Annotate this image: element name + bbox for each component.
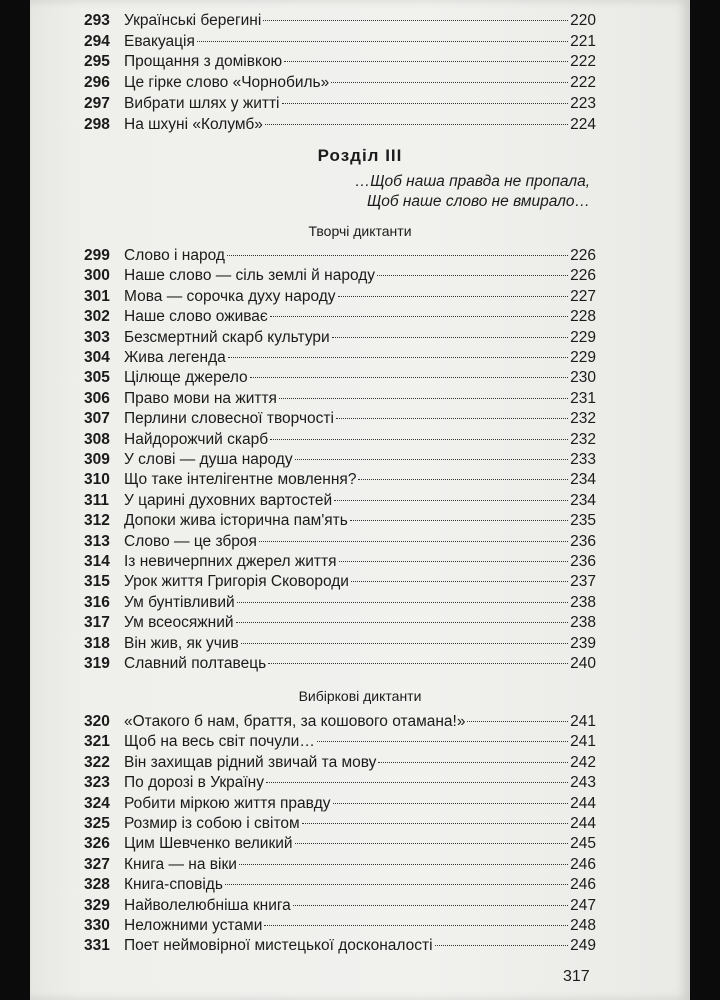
entry-number: 320 bbox=[84, 713, 110, 730]
entry-title: «Отакого б нам, браття, за кошового отамана!» bbox=[124, 713, 466, 730]
toc-entry bbox=[84, 571, 596, 593]
entry-number: 314 bbox=[84, 553, 110, 570]
entry-title: Мова — сорочка духу народу bbox=[124, 287, 336, 305]
toc-entry bbox=[84, 327, 596, 349]
entry-title: Слово і народ bbox=[124, 247, 225, 264]
entry-number: 330 bbox=[84, 917, 110, 934]
dot-leader bbox=[241, 643, 568, 644]
dot-leader bbox=[295, 843, 569, 844]
entry-title: Перлини словесної творчості bbox=[124, 410, 334, 428]
dot-leader bbox=[282, 103, 569, 104]
toc-entry bbox=[84, 531, 596, 553]
dot-leader bbox=[293, 905, 568, 906]
epigraph-line-2: Щоб наше слово не вмирало… bbox=[366, 193, 590, 210]
entry-number: 319 bbox=[84, 655, 110, 672]
toc-entry bbox=[84, 114, 596, 136]
toc-entry bbox=[84, 449, 596, 471]
entry-title: Прощання з домівкою bbox=[124, 53, 283, 71]
dot-leader bbox=[270, 316, 568, 317]
entry-page: 248 bbox=[570, 917, 596, 934]
entry-page: 236 bbox=[570, 532, 596, 550]
entry-title: Книга-сповідь bbox=[124, 876, 223, 894]
entry-title: По дорозі в Україну bbox=[124, 774, 264, 792]
entry-number: 313 bbox=[84, 532, 110, 550]
entry-page: 239 bbox=[570, 634, 596, 652]
entry-title: На шхуні «Колумб» bbox=[124, 115, 263, 133]
dot-leader bbox=[332, 337, 568, 338]
toc-entry bbox=[84, 306, 596, 328]
toc-entry bbox=[84, 935, 596, 957]
dot-leader bbox=[435, 945, 569, 946]
dot-leader bbox=[467, 721, 568, 722]
toc-entry bbox=[84, 854, 596, 876]
entry-page: 236 bbox=[570, 553, 596, 570]
entry-number: 328 bbox=[84, 876, 110, 894]
entry-page: 234 bbox=[570, 471, 596, 489]
toc-entry bbox=[84, 286, 596, 308]
entry-page: 245 bbox=[570, 835, 596, 853]
entry-number: 315 bbox=[84, 573, 110, 591]
toc-entry bbox=[84, 612, 596, 634]
entry-title: Вибрати шлях у житті bbox=[124, 94, 280, 112]
dot-leader bbox=[236, 622, 569, 623]
entry-title: Найволелюбніша книга bbox=[124, 896, 291, 914]
entry-title: Це гірке слово «Чорнобиль» bbox=[124, 74, 330, 92]
entry-title: Українські берегині bbox=[124, 12, 262, 29]
entry-number: 295 bbox=[84, 53, 110, 71]
entry-number: 297 bbox=[84, 94, 110, 112]
dot-leader bbox=[227, 255, 568, 256]
entry-title: Він жив, як учив bbox=[124, 634, 239, 652]
entry-number: 312 bbox=[84, 512, 110, 530]
entry-number: 298 bbox=[84, 115, 110, 133]
toc-entry bbox=[84, 592, 596, 614]
dot-leader bbox=[225, 884, 568, 885]
entry-page: 231 bbox=[570, 389, 596, 407]
entry-number: 308 bbox=[84, 430, 110, 448]
dot-leader bbox=[268, 663, 568, 664]
entry-page: 232 bbox=[570, 410, 596, 428]
toc-entry bbox=[84, 833, 596, 855]
entry-number: 324 bbox=[84, 794, 110, 812]
entry-title: Цілюще джерело bbox=[124, 369, 248, 387]
entry-page: 234 bbox=[570, 491, 596, 509]
dot-leader bbox=[358, 479, 568, 480]
entry-page: 246 bbox=[570, 876, 596, 894]
subsection-title-creative: Творчі диктанти bbox=[308, 223, 412, 239]
toc-entry bbox=[84, 10, 596, 32]
entry-title: Він захищав рідний звичай та мову bbox=[124, 753, 377, 771]
entry-page: 223 bbox=[570, 94, 596, 112]
toc-entry bbox=[84, 245, 596, 267]
entry-page: 229 bbox=[570, 349, 596, 366]
entry-page: 238 bbox=[570, 614, 596, 632]
entry-page: 242 bbox=[570, 753, 596, 771]
entry-number: 316 bbox=[84, 593, 110, 611]
toc-entry bbox=[84, 408, 596, 430]
entry-page: 237 bbox=[570, 573, 596, 591]
dot-leader bbox=[239, 864, 568, 865]
entry-number: 307 bbox=[84, 410, 110, 428]
entry-page: 230 bbox=[570, 369, 596, 387]
entry-page: 224 bbox=[570, 115, 596, 133]
toc-entry bbox=[84, 793, 596, 815]
entry-number: 323 bbox=[84, 774, 110, 792]
entry-title: Ум всеосяжний bbox=[124, 614, 234, 632]
entry-number: 317 bbox=[84, 614, 110, 632]
entry-page: 226 bbox=[570, 247, 596, 264]
entry-number: 294 bbox=[84, 32, 110, 50]
toc-entry bbox=[84, 388, 596, 410]
entry-page: 246 bbox=[570, 855, 596, 873]
entry-number: 301 bbox=[84, 287, 110, 305]
entry-title: Наше слово оживає bbox=[124, 308, 268, 326]
entry-page: 241 bbox=[570, 713, 596, 730]
entry-number: 325 bbox=[84, 815, 110, 832]
toc-entry bbox=[84, 490, 596, 512]
entry-page: 227 bbox=[570, 287, 596, 305]
entry-page: 238 bbox=[570, 593, 596, 611]
entry-title: Безсмертний скарб культури bbox=[124, 328, 330, 346]
entry-page: 226 bbox=[570, 267, 596, 285]
toc-entry bbox=[84, 347, 596, 369]
entry-number: 309 bbox=[84, 451, 110, 468]
entry-title: Поет неймовірної мистецької досконалості bbox=[124, 937, 433, 955]
entry-title: Що таке інтелігентне мовлення? bbox=[124, 471, 357, 489]
entry-page: 244 bbox=[570, 815, 596, 832]
entry-page: 229 bbox=[570, 328, 596, 346]
entry-title: Наше слово — сіль землі й народу bbox=[124, 267, 376, 285]
toc-entry bbox=[84, 731, 596, 753]
entry-title: Право мови на життя bbox=[124, 389, 277, 407]
entry-title: Неложними устами bbox=[124, 917, 263, 934]
entry-title: Цим Шевченко великий bbox=[124, 835, 293, 853]
dot-leader bbox=[378, 762, 568, 763]
toc-entry bbox=[84, 711, 596, 733]
toc-entry bbox=[84, 265, 596, 287]
entry-number: 318 bbox=[84, 634, 110, 652]
entry-title: Урок життя Григорія Сковороди bbox=[124, 573, 349, 591]
entry-page: 232 bbox=[570, 430, 596, 448]
entry-title: Ум бунтівливий bbox=[124, 593, 235, 611]
dot-leader bbox=[259, 541, 568, 542]
dot-leader bbox=[265, 124, 568, 125]
dot-leader bbox=[331, 82, 568, 83]
entry-title: Допоки жива історична пам'ять bbox=[124, 512, 348, 530]
toc-entry bbox=[84, 752, 596, 774]
entry-number: 326 bbox=[84, 835, 110, 853]
toc-entry bbox=[84, 367, 596, 389]
dot-leader bbox=[317, 741, 568, 742]
dot-leader bbox=[333, 803, 569, 804]
entry-title: Із невичерпних джерел життя bbox=[124, 553, 337, 570]
toc-entry bbox=[84, 469, 596, 491]
entry-number: 302 bbox=[84, 308, 110, 326]
entry-title: Книга — на віки bbox=[124, 855, 237, 873]
entry-title: Слово — це зброя bbox=[124, 532, 257, 550]
toc-entry bbox=[84, 51, 596, 73]
dot-leader bbox=[284, 61, 568, 62]
toc-entry bbox=[84, 31, 596, 53]
toc-entry bbox=[84, 772, 596, 794]
dot-leader bbox=[338, 296, 569, 297]
toc-entry bbox=[84, 915, 596, 937]
entry-title: У царині духовних вартостей bbox=[124, 491, 333, 509]
entry-title: Розмир із собою і світом bbox=[124, 815, 300, 832]
dot-leader bbox=[377, 275, 568, 276]
toc-entry bbox=[84, 429, 596, 451]
toc-entry bbox=[84, 72, 596, 94]
entry-number: 296 bbox=[84, 74, 110, 92]
dot-leader bbox=[339, 561, 569, 562]
dot-leader bbox=[228, 357, 568, 358]
dot-leader bbox=[334, 500, 568, 501]
page-number: 317 bbox=[563, 968, 590, 985]
toc-entry bbox=[84, 93, 596, 115]
dot-leader bbox=[250, 377, 568, 378]
toc-entry bbox=[84, 874, 596, 896]
section-heading: Розділ III bbox=[317, 146, 403, 165]
entry-page: 249 bbox=[570, 937, 596, 955]
entry-number: 310 bbox=[84, 471, 110, 489]
dot-leader bbox=[351, 581, 568, 582]
entry-page: 220 bbox=[570, 12, 596, 29]
entry-number: 304 bbox=[84, 349, 110, 366]
entry-page: 241 bbox=[570, 733, 596, 751]
epigraph-line-1: …Щоб наша правда не пропала, bbox=[354, 173, 590, 190]
entry-number: 303 bbox=[84, 328, 110, 346]
dot-leader bbox=[279, 398, 568, 399]
toc-entry bbox=[84, 551, 596, 573]
entry-page: 243 bbox=[570, 774, 596, 792]
dot-leader bbox=[237, 602, 568, 603]
entry-number: 300 bbox=[84, 267, 110, 285]
entry-title: Щоб на весь світ почули… bbox=[124, 733, 315, 751]
entry-page: 235 bbox=[570, 512, 596, 530]
dot-leader bbox=[295, 459, 569, 460]
entry-title: Евакуація bbox=[124, 32, 195, 50]
entry-number: 305 bbox=[84, 369, 110, 387]
entry-title: Робити міркою життя правду bbox=[124, 794, 331, 812]
entry-title: У слові — душа народу bbox=[124, 451, 293, 468]
entry-title: Славний полтавець bbox=[124, 655, 267, 672]
entry-page: 240 bbox=[570, 655, 596, 672]
entry-page: 221 bbox=[570, 32, 596, 50]
dot-leader bbox=[350, 520, 568, 521]
toc-entry bbox=[84, 895, 596, 917]
entry-number: 331 bbox=[84, 937, 110, 955]
entry-number: 311 bbox=[84, 491, 110, 509]
toc-entry bbox=[84, 633, 596, 655]
entry-page: 222 bbox=[570, 53, 596, 71]
dot-leader bbox=[197, 41, 568, 42]
toc-entry bbox=[84, 653, 596, 675]
dot-leader bbox=[264, 925, 568, 926]
entry-number: 321 bbox=[84, 733, 110, 751]
entry-page: 247 bbox=[570, 896, 596, 914]
entry-page: 228 bbox=[570, 308, 596, 326]
entry-page: 233 bbox=[570, 451, 596, 468]
subsection-title-selective: Вибіркові диктанти bbox=[298, 688, 422, 704]
toc-entry bbox=[84, 510, 596, 532]
entry-number: 293 bbox=[84, 12, 110, 29]
entry-number: 329 bbox=[84, 896, 110, 914]
dot-leader bbox=[302, 823, 568, 824]
entry-page: 222 bbox=[570, 74, 596, 92]
toc-entry bbox=[84, 813, 596, 835]
entry-number: 327 bbox=[84, 855, 110, 873]
dot-leader bbox=[263, 20, 568, 21]
dot-leader bbox=[336, 418, 568, 419]
dot-leader bbox=[266, 782, 568, 783]
entry-number: 322 bbox=[84, 753, 110, 771]
entry-number: 299 bbox=[84, 247, 110, 264]
dot-leader bbox=[270, 439, 568, 440]
entry-title: Найдорожчий скарб bbox=[124, 430, 269, 448]
entry-page: 244 bbox=[570, 794, 596, 812]
entry-title: Жива легенда bbox=[124, 349, 226, 366]
entry-number: 306 bbox=[84, 389, 110, 407]
